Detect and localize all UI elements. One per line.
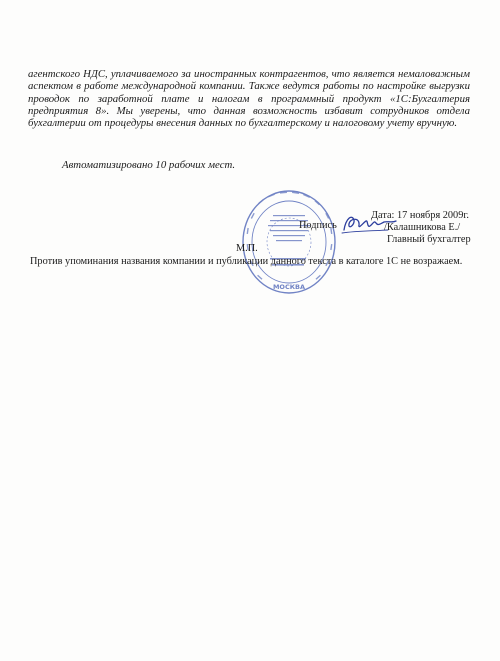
automation-note: Автоматизировано 10 рабочих мест. [62,159,236,171]
stamp-bottom-text: МОСКВА [272,283,306,291]
company-stamp-icon [240,188,338,296]
signer-title: Главный бухгалтер [387,234,471,245]
date-line: Дата: 17 ноября 2009г. [371,210,469,221]
body-paragraph: агентского НДС, уплачиваемого за иностранных контрагентов, что является немаловажным аспектом в работе международной компании. Также ведутся работы по настройке выгрузки проводок по заработной плате и налогам в программный продукт «1С:Бухгалтерия предприятия 8». Мы уверены, что данная возможность избавит сотрудников отдела бухгалтерии от процедуры внесения данных по бухгалтерскому и налоговому учету вручную. [28,68,470,130]
consent-statement: Против упоминания названия компании и публикации данного текста в каталоге 1С не возражаем. [30,256,463,267]
stamp-place-label: М.П. [236,243,258,254]
signer-name: /Калашникова Е./ [384,222,461,233]
signature-label: Подпись [299,220,337,231]
